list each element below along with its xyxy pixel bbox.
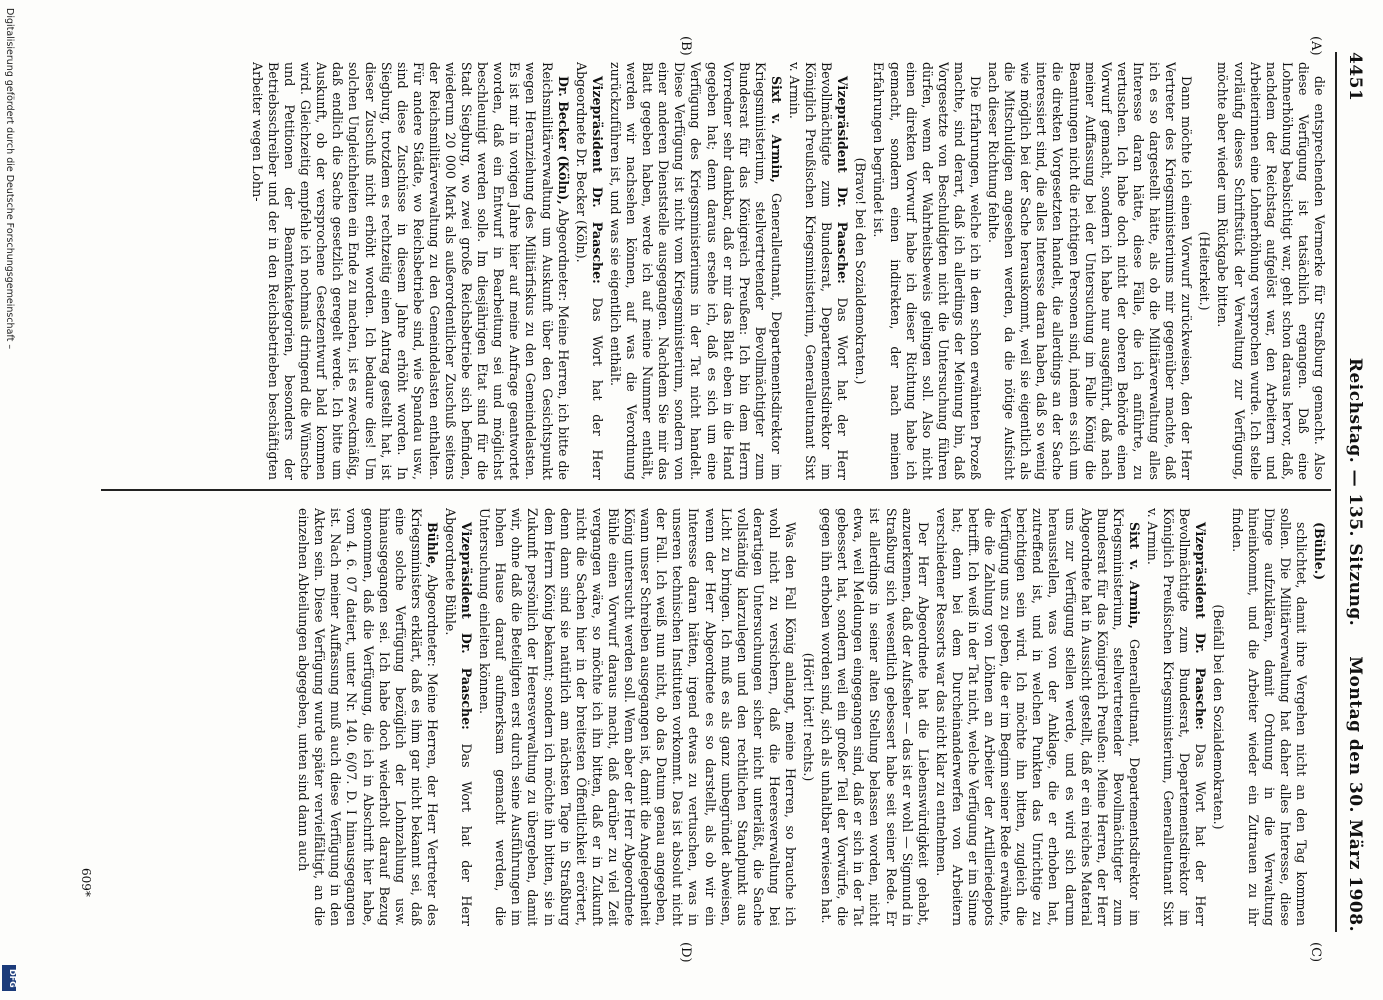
paragraph: [933, 508, 1142, 926]
paragraph-text: (Beifall bei den Sozialdemokraten.): [1211, 604, 1227, 830]
paragraph: [1228, 508, 1308, 926]
speaker-name: Bühle,: [424, 522, 440, 569]
paragraph: [607, 62, 784, 480]
text-column-right: [102, 508, 1327, 926]
text-column-left: [102, 62, 1327, 480]
paragraph: [249, 62, 571, 480]
paragraph-text: Das Wort hat der Herr Abgeordnete Dr. Becker (Köln).: [573, 62, 605, 480]
paragraph-text: die entsprechenden Vermerke für Straßburg gemacht. Also diese Verfügung ist tatsächlich ergangen. Daß eine Lohnerhöhung beabsichtigt war, geht schon daraus hervor, daß, nachdem der Reichstag aufgelöst war, den Arbeitern und Arbeiterinnen eine Lohnerhöhung versprochen wurde. Ich stelle vorläufig dieses Schriftstück der Verwaltung zur Verfügung, möchte aber wieder um Rückgabe bitten.: [1215, 62, 1327, 480]
paragraph-text: Abgeordneter: Meine Herren, der Herr Vertreter des Kriegsministers erklärt, daß es ihm gar nicht bekannt sei, daß eine solche Verfügung bezüglich der Lohnzahlung usw. hinausgegangen sei. Ich habe doch wiederholt darauf Bezug genommen, daß die Verfügung, die ich in Abschrift hier habe, vom 4. 6. 07 datiert, unter Nr. 140. 6/07. D. I hinausgegangen ist. Nach meiner Auffassung muß auch diese Verfügung in den Akten sein. Diese Verfügung wurde später vervielfältigt, an die einzelnen Abteilungen abgegeben, unten sind dann auch: [296, 508, 440, 926]
digitization-note-text: Digitalisierung gefördert durch die Deutsche Forschungsgemeinschaft –: [4, 8, 15, 350]
paragraph: [476, 508, 798, 926]
paragraph-text: (Hört! hört! rechts.): [801, 652, 817, 782]
column-divider: [101, 489, 1331, 491]
paragraph-text: Abgeordneter: Meine Herren, ich bitte die Reichsmilitärverwaltung um Auskunft über den Gesichtspunkt wegen Heranziehung des Militärfiskus zu den Gemeindelasten. Es ist mir in vorigen Jahre hier auf meine Anfrage geantwortet worden, daß ein Entwurf in Bearbeitung sei und möglichst beschleunigt werden solle. Im diesjährigen Etat sind für die Stadt Siegburg, wo zwei große Reichsbetriebe sich befinden, wiederum 20 000 Mark als außerordentlicher Zuschuß seitens der Reichsmilitärverwaltung zu den Gemeindelasten enthalten. Für andere Städte, wo Reichsbetriebe sind, wie Spandau usw., sind diese Zuschüsse in diesem Jahre erhöht worden. In Siegburg, trotzdem es rechtzeitig einen Antrag gestellt hat, ist dieser Zuschuß nicht erhöht worden. Ich bedaure dies! Um solchen Ungleichheiten ein Ende zu machen, ist es zweckmäßig, daß endlich die Sache gesetzlich geregelt werde. Ich bitte um Auskunft, ob der versprochene Gesetzentwurf bald kommen wird. Gleichzeitig empfehle ich nochmals dringend die Wünsche und Petitionen der Beamtenkategorien, besonders der Betriebsschreiber und der in den Reichsbetrieben beschäftigten Arbeiter wegen Lohn-: [249, 62, 571, 480]
interjection: [1210, 508, 1226, 926]
paragraph-text: schlichtet, damit ihre Vergehen nicht an den Tag kommen sollen. Die Militärverwaltung hat daher alles Interesse, diese Dinge aufzuklären, damit Ordnung in die Verwaltung hineinkommt, und die Arbeiter wieder ein Zutrauen zu ihr finden.: [1229, 508, 1309, 926]
digitization-note: [2, 0, 16, 1000]
paragraph: [442, 508, 474, 926]
paragraph-text: (Heiterkeit.): [1197, 231, 1213, 311]
interjection: [1196, 62, 1212, 480]
paragraph: [1214, 62, 1327, 480]
paragraph-text: Was den Fall König anlangt, meine Herren, so brauche ich wohl nicht zu versichern, daß die Heeresverwaltung bei derartigen Untersuchungen sicher nicht unterläßt, die Sache vollständig klarzulegen und den rechtlichen Standpunkt aus Licht zu bringen. Ich muß es als ganz unbegründet abweisen, wenn der Herr Abgeordnete es so darstellt, als ob wir ein Interesse daran hätten, irgend etwas zu vertuschen, was in unseren technischen Instituten vorkommt. Das ist absolut nicht der Fall. Ich weiß nun nicht, ob das Datum genau angegeben, wann unser Schreiben ausgegangen ist, damit die Angelegenheit König untersucht werden soll. Wenn aber der Herr Abgeordnete Bühle einen Vorwurf daraus macht, daß darüber zu viel Zeit vergangen wäre, so möchte ich ihn bitten, daß er in Zukunft nicht die Sachen hier in der breitesten Öffentlichkeit erörtert, denn dann sind sie natürlich am nächsten Tage in Straßburg dem Herrn König bekannt; sondern ich möchte ihn bitten, sie in Zukunft persönlich der Heeresverwaltung zu übergeben, damit wir, ohne daß die Beteiligten erst durch seine Ausführungen im hohen Hause darauf aufmerksam gemacht werden, die Untersuchung einleiten können.: [477, 508, 798, 926]
speaker-name: Sixt v. Armin,: [768, 76, 784, 183]
interjection: [852, 62, 868, 480]
page-code: 609*: [79, 868, 93, 897]
paragraph: [295, 508, 440, 926]
dfg-logo: DFG: [2, 965, 16, 991]
paragraph-text: Das Wort hat der Herr Bevollmächtigte zum Bundesrat, Departementsdirektor im Königlich Preußischen Kriegsministerium, Generalleutnant Sixt v. Armin.: [787, 62, 851, 480]
paragraph-text: Das Wort hat der Herr Bevollmächtigte zum Bundesrat, Departementsdirektor im Königlich Preußischen Kriegsministerium, Generalleutnant Sixt v. Armin.: [1145, 508, 1209, 926]
paragraph: [573, 62, 605, 480]
speaker-name: Vizepräsident Dr. Paasche:: [589, 76, 605, 284]
paragraph-text: Der Herr Abgeordnete hat die Liebenswürdigkeit gehabt, anzuerkennen, daß der Aufseher — das ist er wohl — Sigmund in Straßburg sich wesentlich gebessert habe seit seiner Rede. Er ist allerdings in seiner alten Stellung belassen worden, nicht etwa, weil Meldungen eingegangen sind, daß er sich in der Tat gebessert hat, sondern weil ein großer Teil der Vorwürfe, die gegen ihn erhoben worden sind, sich als unhaltbar erwiesen hat.: [819, 508, 931, 926]
speaker-name: Vizepräsident Dr. Paasche:: [1193, 522, 1209, 730]
speaker-name: Vizepräsident Dr. Paasche:: [835, 76, 851, 284]
paragraph: [786, 62, 850, 480]
margin-mark-d: (D): [678, 942, 693, 963]
margin-mark-a: (A): [1308, 36, 1323, 56]
paragraph: [1144, 508, 1208, 926]
speaker-name: Dr. Becker (Köln),: [555, 76, 571, 205]
paragraph: [818, 508, 931, 926]
header-rule: [1335, 52, 1337, 932]
interjection: [800, 508, 816, 926]
paragraph-text: Dann möchte ich einen Vorwurf zurückweisen, den der Herr Vertreter des Kriegsministeriums mir gegenüber machte, daß ich es so dargestellt hätte, als ob die Militärverwaltung alles Interesse daran hätte, diese Fälle, die ich anführte, zu vertuschen. Ich habe doch nicht der oberen Behörde einen Vorwurf gemacht, sondern ich habe nur ausgeführt, daß nach meiner Auffassung bei der Untersuchung im Falle König die Beamtungen nicht die richtigen Personen sind, indem es sich um die direkten Vorgesetzten handelt, die allerdings an der Sache interessiert sind, die alles Interesse daran haben, daß so wenig wie möglich bei der Sache herauskommt, weil sie eigentlich als die Mitschuldigen angesehen werden, da die nötige Aufsicht nach dieser Richtung fehlte.: [986, 62, 1195, 480]
header-date: Montag den 30. März 1908.: [1345, 656, 1365, 932]
page-number: 4451: [1345, 52, 1365, 102]
paragraph-text: Das Wort hat der Herr Abgeordnete Bühle.: [443, 508, 475, 926]
paragraph: [870, 62, 983, 480]
paragraph: [1311, 508, 1327, 926]
speaker-name: (Bühle.): [1312, 522, 1327, 581]
margin-mark-b: (B): [678, 36, 693, 56]
header-title: Reichstag. — 135. Sitzung.: [1345, 357, 1365, 627]
paragraph-text: Generalleutnant, Departementsdirektor im Kriegsministerium, stellvertretender Bevollmächtigter zum Bundesrat für das Königreich Preußen: Ich bin dem Herrn Vorredner sehr dankbar, daß er mir das Blatt eben in die Hand gegeben hat; denn daraus ersehe ich, daß es sich um eine Verfügung des Kriegsministeriums in der Tat nicht handelt. Diese Verfügung ist nicht vom Kriegsministerium, sondern von einer anderen Dienststelle ausgegangen. Nachdem Sie mir das Blatt gegeben haben, werde ich auf meine Nummer enthält, werden wir nachsehen können, auf was die Verordnung zurückzuführen ist, und was sie eigentlich enthält.: [607, 62, 784, 480]
page-header: [1339, 52, 1365, 932]
speaker-name: Sixt v. Armin,: [1126, 522, 1142, 629]
paragraph-text: Generalleutnant, Departementsdirektor im Kriegsministerium, stellvertretender Bevollmächtigter zum Bundesrat für das Königreich Preußen: Meine Herren, der Herr Abgeordnete hat in Aussicht gestellt, daß er ein reiches Material uns zur Verfügung stellen werde, und es wird sich darum herausstellen, was von der Anklage, die er erhoben hat, zutreffend ist, und in welchen Punkten das Unrichtige zu berichtigen sein wird. Ich möchte ihn bitten, zugleich die Verfügung uns zu geben, die er im Beginn seiner Rede erwähnte, die die Zahlung von Löhnen an Arbeiter der Artilleriedepots betrifft. Ich weiß in der Tat nicht, welche Verfügung er im Sinne hat; denn bei dem Durcheinanderwerfen von Arbeitern verschiedener Ressorts war das nicht klar zu entnehmen.: [933, 508, 1142, 926]
speaker-name: Vizepräsident Dr. Paasche:: [459, 522, 475, 730]
paragraph-text: (Bravo! bei den Sozialdemokraten.): [853, 157, 869, 385]
paragraph-text: Die Erfahrungen, welche ich in dem schon erwähnten Prozeß machte, sind derart, daß ich allerdings der Meinung bin, daß Vorgesetzte von Beschuldigten nicht die Untersuchung führen dürfen, wenn der Wahrheitsbeweis gelingen soll. Also nicht einen direkten Vorwurf habe ich dieser Richtung habe ich gemacht, sondern einen indirekten, der nach meinen Erfahrungen begründet ist.: [871, 62, 984, 480]
margin-mark-c: (C): [1308, 942, 1323, 963]
paragraph: [985, 62, 1194, 480]
